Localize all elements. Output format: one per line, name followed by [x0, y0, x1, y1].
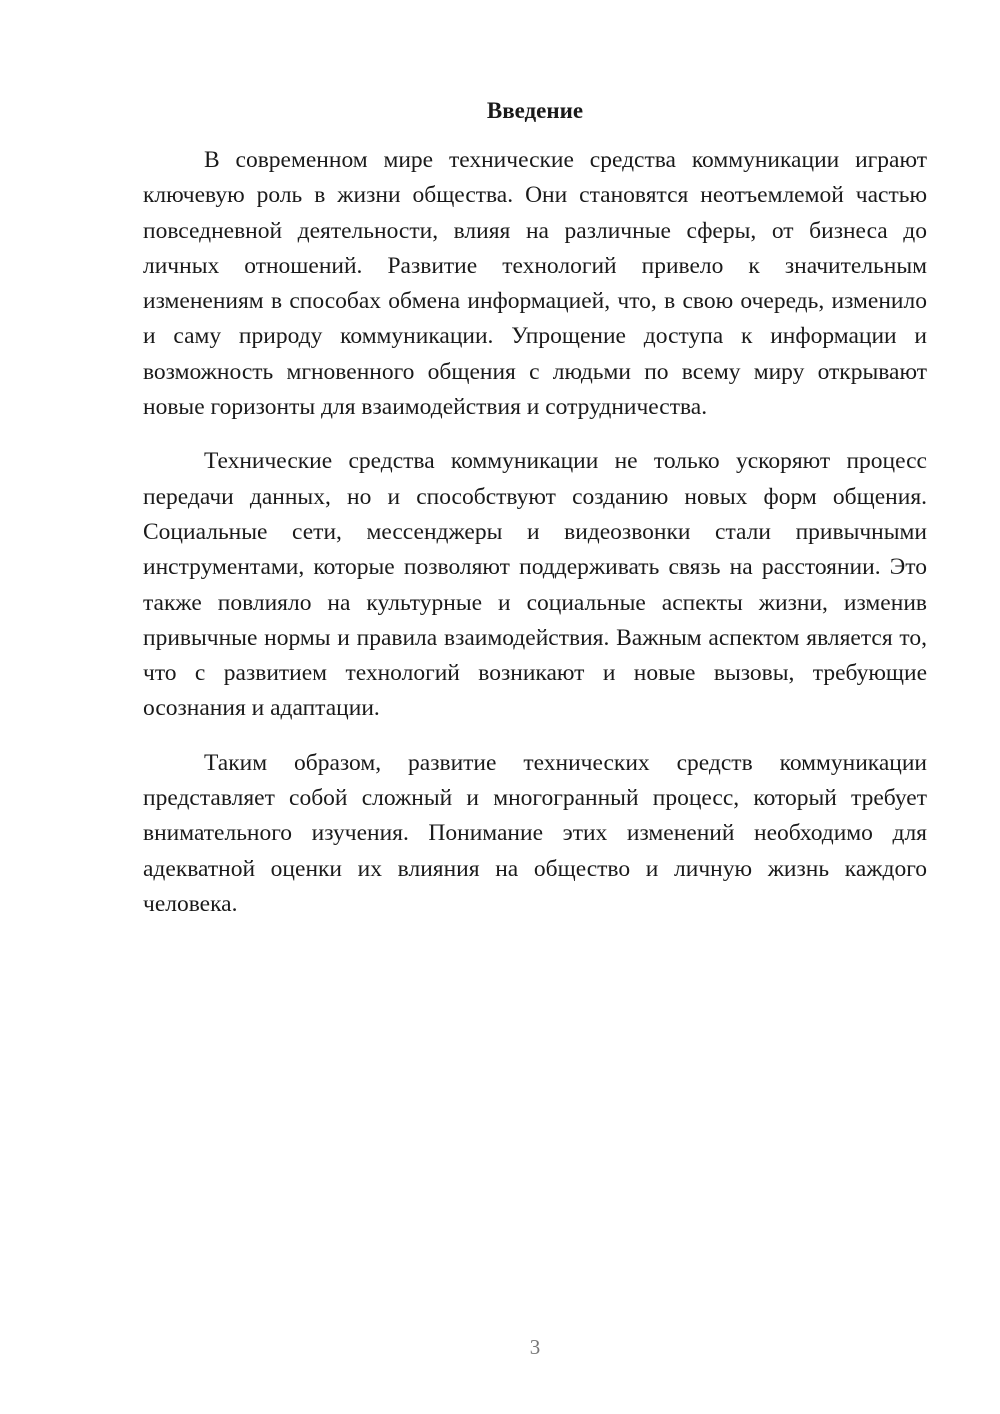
section-heading: Введение: [486, 98, 584, 123]
body-text: [143, 143, 927, 922]
paragraph-3: Таким образом, развитие технических средств коммуникации представляет собой сложный и многогранный процесс, который требует внимательного изучения. Понимание этих изменений необходимо для адекватной оценки их влияния на общество и личную жизнь каждого человека.: [143, 749, 927, 917]
page-number: 3: [529, 1335, 541, 1359]
paragraph-2: Технические средства коммуникации не только ускоряют процесс передачи данных, но и способствуют созданию новых форм общения. Социальные сети, мессенджеры и видеозвонки стали привычными инструментами, которые позволяют поддерживать связь на расстоянии. Это также повлияло на культурные и социальные аспекты жизни, изменив привычные нормы и правила взаимодействия. Важным аспектом является то, что с развитием технологий возникают и новые вызовы, требующие осознания и адаптации.: [143, 448, 927, 722]
paragraph-1: В современном мире технические средства коммуникации играют ключевую роль в жизни общества. Они становятся неотъемлемой частью повседневной деятельности, влияя на различные сферы, от бизнеса до личных отношений. Развитие технологий привело к значительным изменениям в способах обмена информацией, что, в свою очередь, изменило и саму природу коммуникации. Упрощение доступа к информации и возможность мгновенного общения с людьми по всему миру открывают новые горизонты для взаимодействия и сотрудничества.: [143, 147, 927, 421]
